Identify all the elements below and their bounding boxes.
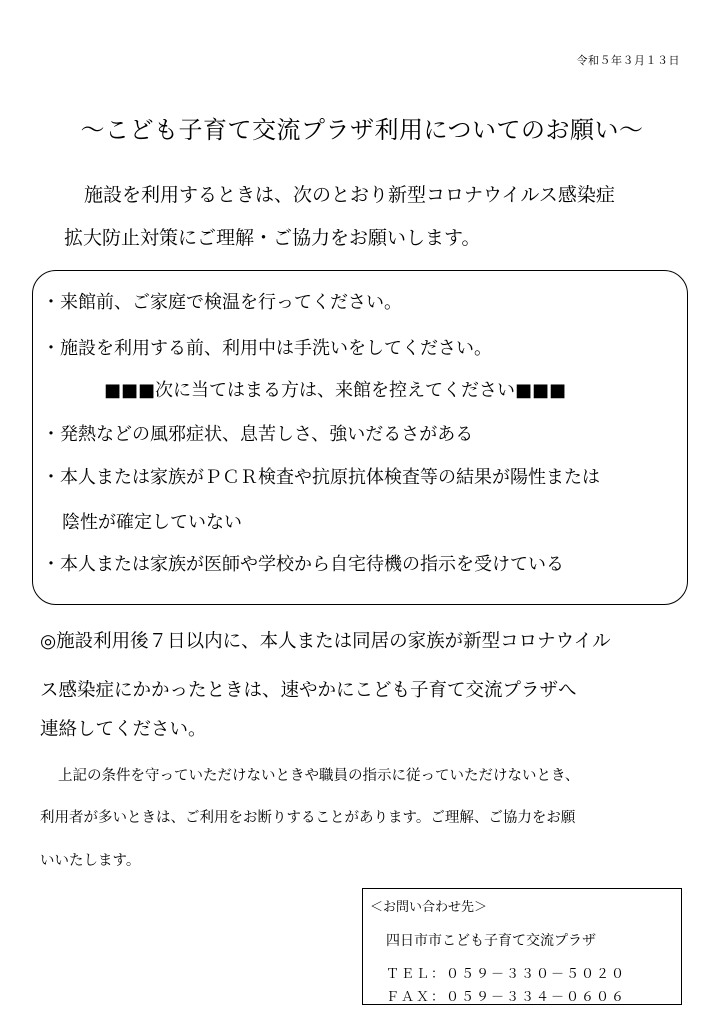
closing-line-2: 利用者が多いときは、ご利用をお断りすることがあります。ご理解、ご協力をお願 (40, 810, 576, 826)
contact-name: 四日市市こども子育て交流プラザ (386, 933, 596, 949)
condition-test-results-continued: 陰性が確定していない (62, 512, 242, 533)
infection-notice-line-1: ◎施設利用後７日以内に、本人または同居の家族が新型コロナウイル (40, 631, 611, 652)
condition-home-standby: ・本人または家族が医師や学校から自宅待機の指示を受けている (42, 554, 564, 575)
closing-line-3: いいたします。 (40, 853, 141, 869)
page-title: ～こども子育て交流プラザ利用についてのお願い～ (80, 116, 644, 144)
condition-test-results: ・本人または家族がＰＣＲ検査や抗原抗体検査等の結果が陽性または (42, 467, 600, 488)
refrain-notice: ■■■次に当てはまる方は、来館を控えてください■■■ (104, 380, 567, 401)
intro-line-1: 施設を利用するときは、次のとおり新型コロナウイルス感染症 (84, 184, 615, 206)
contact-fax: ＦＡＸ：０５９－３３４－０６０６ (386, 990, 627, 1005)
rule-item-handwashing: ・施設を利用する前、利用中は手洗いをしてください。 (42, 338, 492, 359)
condition-symptoms: ・発熱などの風邪症状、息苦しさ、強いだるさがある (42, 424, 474, 445)
closing-line-1: 上記の条件を守っていただけないときや職員の指示に従っていただけないとき、 (58, 768, 580, 784)
infection-notice-line-3: 連絡してください。 (40, 719, 207, 740)
document-date: 令和５年３月１３日 (576, 54, 680, 67)
infection-notice-line-2: ス感染症にかかったときは、速やかにこども子育て交流プラザへ (40, 680, 577, 701)
contact-heading: ＜お問い合わせ先＞ (370, 900, 488, 915)
rule-item-temperature: ・来館前、ご家庭で検温を行ってください。 (42, 292, 402, 313)
intro-line-2: 拡大防止対策にご理解・ご協力をお願いします。 (64, 227, 481, 249)
contact-tel: ＴＥＬ：０５９－３３０－５０２０ (386, 967, 627, 982)
